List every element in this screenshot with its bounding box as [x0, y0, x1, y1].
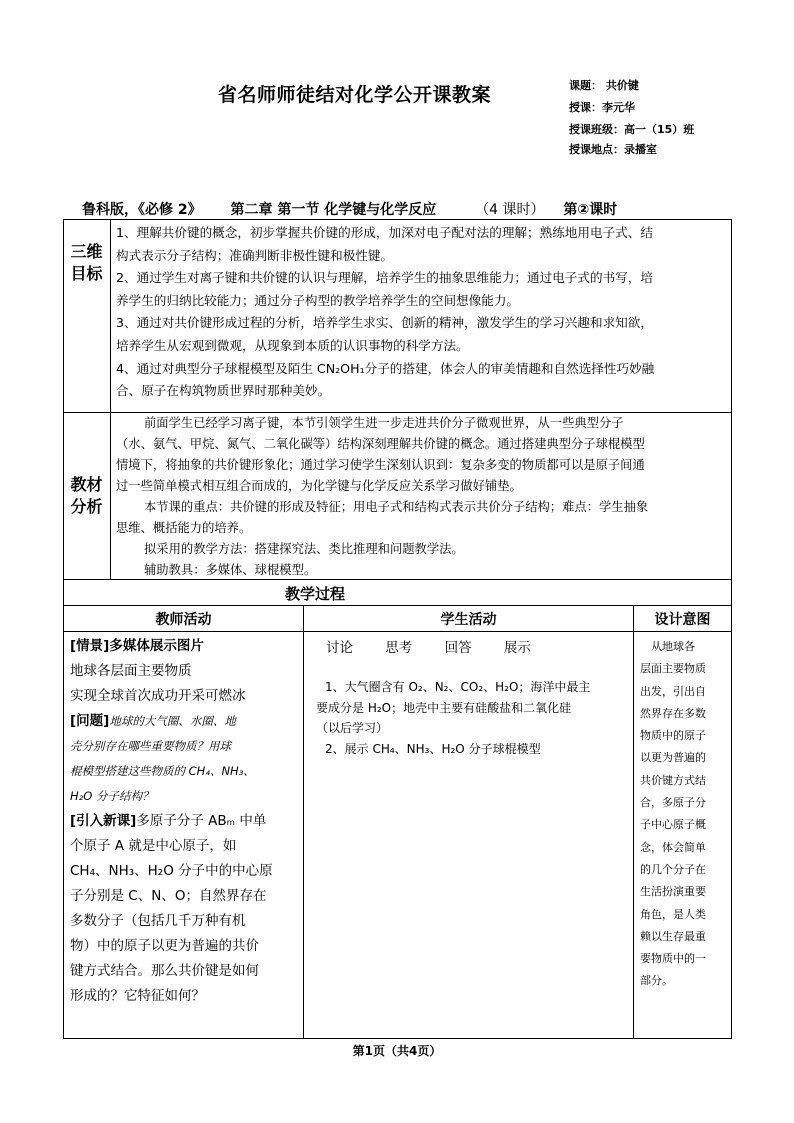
analysis-label: 教材 分析 — [70, 475, 103, 516]
col-header-design: 设计意图 — [654, 612, 711, 628]
intro-line: [引入新课]多原子分子 ABₘ 中单 — [70, 813, 267, 829]
design-intent: 从地球各 层面主要物质 出发，引出自 然界存在多数 物质中的原子 以更为普遍的 共价键方式结 合，多原子分 子中心原子概 念，体会简单 的几个分子在 生活扮演重要 角色，是人类 赖以生存最重 要物质中的一 部分。 — [640, 640, 706, 988]
goals-text — [116, 222, 654, 403]
goals-line: 1、理解共价键的概念，初步掌握共价键的形成，加深对电子配对法的理解；熟练地用电子式、结 — [116, 225, 653, 240]
analysis-line: 思维、概括能力的培养。 — [116, 521, 252, 535]
document-title: 省名师师徒结对化学公开课教案 — [218, 84, 492, 106]
goals-line: 养学生的归纳比较能力；通过分子构型的教学培养学生的空间想像能力。 — [116, 292, 519, 308]
goals-line: 3、通过对共价键形成过程的分析，培养学生求实、创新的精神，激发学生的学习兴趣和求知欲， — [116, 315, 653, 331]
process-title: 教学过程 — [284, 585, 345, 603]
analysis-line: 前面学生已经学习离子键，本节引领学生进一步走进共价分子微观世界，从一些典型分子 — [144, 416, 624, 430]
analysis-line: （水、氨气、甲烷、氮气、二氧化碳等）结构深刻理解共价键的概念。通过搭建典型分子球棍模型 — [116, 437, 645, 451]
course-line — [82, 199, 617, 219]
course-chapter: 第二章 第一节 化学键与化学反应 — [230, 202, 437, 218]
goals-label: 三维 目标 — [70, 242, 103, 283]
goals-line: 合、原子在构筑物质世界时那种美妙。 — [116, 383, 331, 399]
scene-line: [情景]多媒体展示图片 — [70, 638, 204, 654]
course-hours: （4 课时） — [475, 202, 545, 218]
meta-class: 授课班级：高一（15）班 — [569, 123, 695, 136]
analysis-line: 情境下，将抽象的共价键形象化；通过学习使学生深刻认识到：复杂多变的物质都可以是原子间通 — [116, 458, 645, 472]
tag-question: [问题] — [70, 713, 110, 729]
course-current: 第②课时 — [563, 202, 618, 218]
meta-location: 授课地点：录播室 — [569, 143, 657, 156]
goals-line: 构式表示分子结构；准确判断非极性键和极性键。 — [116, 247, 394, 263]
col-header-teacher: 教师活动 — [155, 612, 212, 628]
goals-line: 2、通过学生对离子键和共价键的认识与理解，培养学生的抽象思维能力；通过电子式的书写，培 — [116, 270, 653, 286]
meta-teacher: 授课：李元华 — [569, 101, 635, 114]
meta-topic: 课题： 共价键 — [569, 79, 639, 92]
analysis-line: 拟采用的教学方法：搭建探究法、类比推理和问题教学法。 — [144, 542, 464, 556]
goals-line: 培养学生从宏观到微观，从现象到本质的认识事物的科学方法。 — [116, 337, 469, 353]
tag-scene: [情景] — [70, 638, 110, 654]
analysis-line: 辅助教具：多媒体、球棍模型。 — [144, 563, 317, 577]
teacher-activity: [情景]多媒体展示图片 地球各层面主要物质 实现全球首次成功开采可燃冰 [问题]地球的大气圈、水圈、地 壳分别存在哪些重要物质？用球 棍模型搭建这些物质的 CH₄、NH₃、 H₂O 分子结构？ [引入新课]多原子分子 ABₘ 中单 个原子 A 就是中心原子，如 CH₄、NH₃、H₂O 分子中的中心原 子分别是 C、N、O；自然界存在 多数分子（包括几千万种有机 物）中的原子以更为普遍的共价 键方式结合。那么共价键是如何 形成的？它特征如何？ — [70, 634, 273, 1009]
goals-line: 4、通过对典型分子球棍模型及陌生 CN₂OH₁分子的搭建，体会人的审美情趣和自然选择性巧妙融 — [116, 360, 655, 376]
col-header-student: 学生活动 — [440, 612, 497, 628]
analysis-line: 本节课的重点：共价键的形成及特征；用电子式和结构式表示共价分子结构；难点：学生抽象 — [144, 500, 649, 514]
analysis-line: 过一些简单模式相互组合而成的，为化学键与化学反应关系学习做好铺垫。 — [116, 479, 522, 493]
page-number: 第1页（共4页） — [352, 1044, 442, 1058]
question-line: [问题]地球的大气圈、水圈、地 — [70, 713, 236, 729]
student-actions: 讨论 思考 回答 展示 — [326, 640, 531, 656]
course-edition: 鲁科版，《必修 2》 — [82, 202, 202, 218]
analysis-text — [116, 413, 648, 581]
tag-intro: [引入新课] — [70, 813, 137, 829]
student-activity-text: 1、大气圈含有 O₂、N₂、CO₂、H₂O；海洋中最主 要成分是 H₂O；地壳中主要有硅酸盐和二氧化硅 （以后学习） 2、展示 CH₄、NH₃、H₂O 分子球棍模型 — [316, 680, 591, 756]
